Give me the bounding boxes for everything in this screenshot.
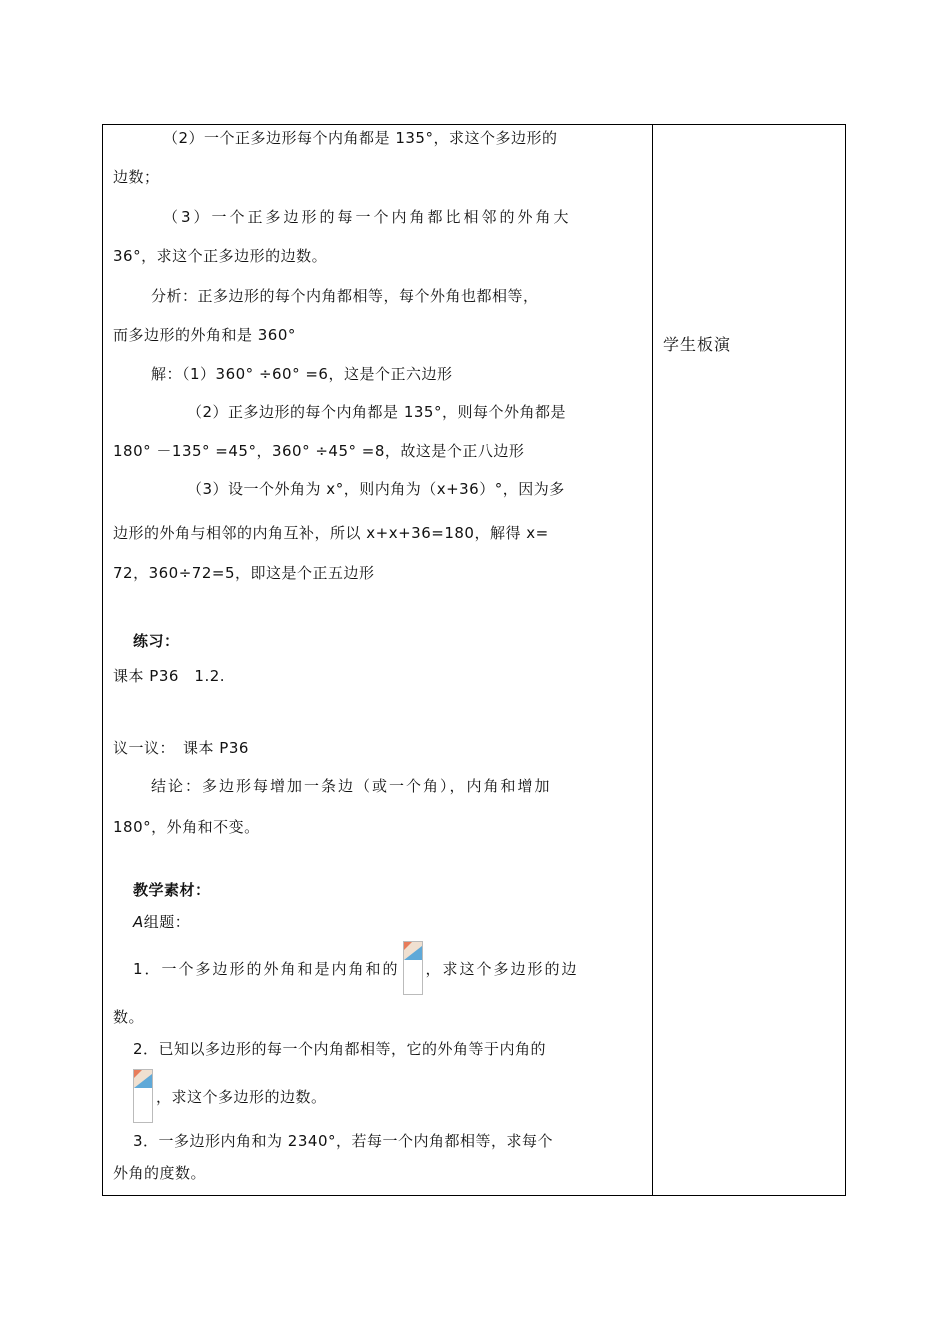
fraction-image-icon bbox=[403, 941, 423, 995]
right-column-note: 学生板演 bbox=[663, 335, 732, 354]
solution-3-line1: （3）设一个外角为 x°，则内角为（x+36）°，因为多 bbox=[187, 480, 565, 498]
material-1-line2: 数。 bbox=[113, 1008, 145, 1026]
material-2-line1: 2．已知以多边形的每一个内角都相等，它的外角等于内角的 bbox=[133, 1040, 547, 1058]
group-suffix: 组题： bbox=[143, 913, 191, 931]
q2-line1: （2）一个正多边形每个内角都是 135°，求这个多边形的 bbox=[163, 129, 558, 147]
conclusion-line1: 结论：多边形每增加一条边（或一个角），内角和增加 bbox=[151, 777, 552, 795]
analysis-line2: 而多边形的外角和是 360° bbox=[113, 326, 296, 344]
group-letter: A bbox=[133, 913, 144, 931]
conclusion-line2: 180°，外角和不变。 bbox=[113, 818, 260, 836]
material-3-line1: 3．一多边形内角和为 2340°，若每一个内角都相等，求每个 bbox=[133, 1132, 553, 1150]
solution-3-line2: 边形的外角与相邻的内角互补，所以 x+x+36=180，解得 x= bbox=[113, 524, 549, 542]
materials-heading: 教学素材： bbox=[133, 881, 211, 899]
practice-heading: 练习： bbox=[133, 632, 180, 650]
practice-text: 课本 P36 1.2. bbox=[113, 667, 226, 685]
group-title bbox=[113, 912, 663, 932]
material-2-line2-row bbox=[113, 1069, 663, 1123]
material-2-line2: ，求这个多边形的边数。 bbox=[156, 1088, 327, 1106]
q3-line1: （3）一个正多边形的每一个内角都比相邻的外角大 bbox=[163, 208, 572, 226]
fraction-image-icon bbox=[133, 1069, 153, 1123]
discuss-text: 议一议： 课本 P36 bbox=[113, 739, 249, 757]
material-1-part2: ，求这个多边形的边 bbox=[425, 960, 579, 978]
solution-2-line2: 180° －135° =45°，360° ÷45° =8，故这是个正八边形 bbox=[113, 442, 525, 460]
analysis-line1: 分析：正多边形的每个内角都相等，每个外角也都相等， bbox=[151, 287, 539, 305]
material-1-line1 bbox=[113, 941, 663, 995]
solution-3-line3: 72，360÷72=5，即这是个正五边形 bbox=[113, 564, 375, 582]
column-divider bbox=[652, 125, 653, 1195]
solution-2-line1: （2）正多边形的每个内角都是 135°，则每个外角都是 bbox=[187, 403, 566, 421]
q3-line2: 36°，求这个正多边形的边数。 bbox=[113, 247, 328, 265]
lesson-table bbox=[102, 124, 846, 1196]
q2-line2: 边数； bbox=[113, 168, 160, 186]
solution-1: 解：（1）360° ÷60° =6，这是个正六边形 bbox=[151, 365, 453, 383]
material-1-part1: 1．一个多边形的外角和是内角和的 bbox=[133, 960, 400, 978]
material-3-line2: 外角的度数。 bbox=[113, 1164, 207, 1182]
